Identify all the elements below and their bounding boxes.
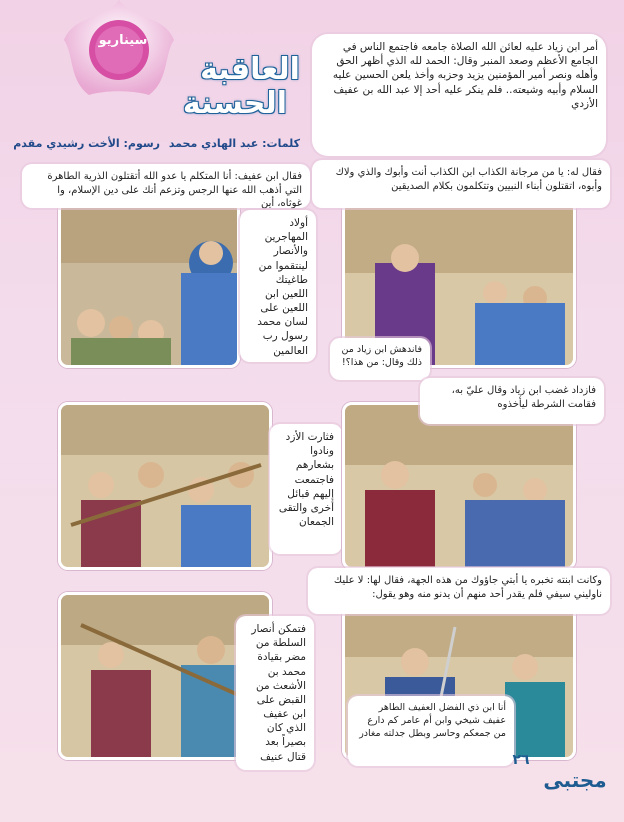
panel-2-bottom-text: فاندهش ابن زياد من ذلك وقال: من هذا؟! (341, 344, 422, 368)
intro-bubble (312, 34, 606, 156)
panel-3 (58, 402, 272, 570)
panel-5-bottom-bubble (348, 696, 514, 766)
title-line-2: الحسنة (182, 86, 288, 121)
panel-1-side-text: أولاد المهاجرين والأنصار لينتقموا من طاغيتك اللعين ابن اللعين على لسان محمد رسول رب العالمين (257, 217, 308, 357)
panel-2-top-bubble (312, 160, 610, 208)
panel-1-illustration (61, 203, 237, 365)
panel-3-side-text: فثارت الأزد ونادوا بشعارهم فاجتمعت إليهم قبائل أخرى والتقى الجمعان (278, 431, 334, 529)
intro-text: أمر ابن زياد عليه لعائن الله الصلاة جامعه فاجتمع الناس في الجامع الأعظم وصعد المنبر وقال: الحمد لله الذي أظهر الحق وأهله ونصر أمير المؤمنين يزيد وحزبه وأخذ يلعن الحسين عليه السلام وأبيه وشيعته.. فلم ينكر عليه أحد إلا عبد الله بن عفيف الأزدي (332, 41, 598, 110)
panel-4-illustration (345, 405, 573, 567)
panel-5-top-text: وكانت ابنته تخبره يا أبتي جاؤوك من هذه الجهة، فقال لها: لا عليك ناوليني سيفي فلم يقدر أحد منهم أن يدنو منه وهو يقول: (333, 575, 602, 600)
decorative-ornament (54, 0, 184, 108)
panel-6-side-text: فتمكن أنصار السلطة من مضر بقيادة محمد بن الأشعث من القبض على ابن عفيف الذي كان بصيراً بعد قتال عنيف (251, 623, 306, 763)
title-line-1: العاقبة (200, 52, 300, 87)
panel-3-illustration (61, 405, 269, 567)
panel-1 (58, 200, 240, 368)
panel-4-top-bubble (420, 378, 604, 424)
panel-3-side-bubble (270, 424, 342, 554)
credit-artist: رسوم: الأخت رشيدي مقدم (13, 137, 160, 150)
scenario-tag: سيناريو (98, 33, 148, 48)
panel-2-bottom-bubble (330, 338, 430, 380)
panel-5-top-bubble (308, 568, 610, 614)
page-number: ٢٦ (512, 752, 530, 768)
panel-1-top-text: فقال ابن عفيف: أنا المتكلم يا عدو الله أتقتلون الذرية الطاهرة التي أذهب الله عنها الرجس وتزعم أنك على دين الإسلام، وا غوثاه، أين (47, 171, 302, 209)
magazine-logo: مجتبى (543, 768, 607, 792)
panel-2-top-text: فقال له: يا من مرجانة الكذاب ابن الكذاب أنت وأبوك والذي ولاك وأبوه، اتقتلون أبناء النبيين وتتكلمون بكلام الصديقين (335, 167, 602, 192)
credit-writer: كلمات: عبد الهادي محمد (168, 137, 300, 150)
panel-1-top-bubble (22, 164, 310, 208)
panel-6-side-bubble (236, 616, 314, 770)
panel-4 (342, 402, 576, 570)
panel-4-top-text: فازداد غضب ابن زياد وقال عليّ به، فقامت الشرطة ليأخذوه (451, 385, 596, 410)
panel-1-side-bubble (240, 210, 316, 362)
panel-5-bottom-text: أنا ابن ذي الفضل العفيف الطاهر عفيف شيخي وابن أم عامر كم دارع من جمعكم وحاسر وبطل جدلته مغادر (359, 702, 506, 739)
